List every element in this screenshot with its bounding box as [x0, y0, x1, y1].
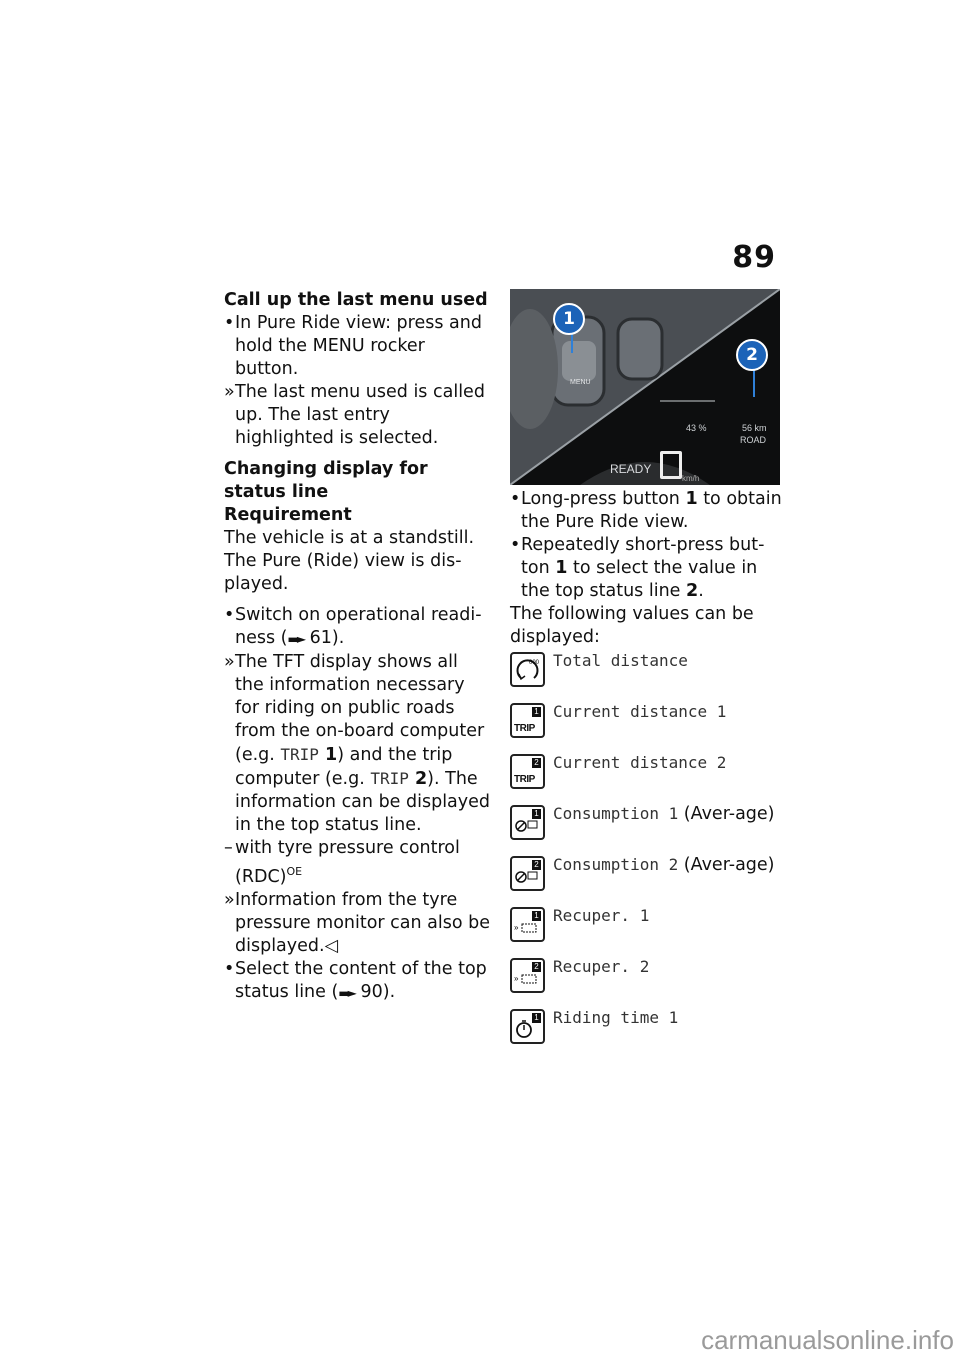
trip2-icon: TRIP 2 [510, 754, 545, 789]
right-column [510, 289, 782, 1057]
value-recuper-1: » 1 Recuper. 1 [510, 904, 782, 955]
handlebar-display-photo [510, 289, 780, 485]
riding-time1-icon: 1 [510, 1009, 545, 1044]
callout-badge-1: 1 [553, 303, 585, 335]
speed-digit [660, 451, 682, 479]
consumption1-icon: 1 [510, 805, 545, 840]
speed-unit: km/h [682, 474, 700, 483]
status-percent: 43 % [686, 423, 707, 433]
result-arrow-icon: » [224, 382, 235, 402]
value-recuper-2: » 2 Recuper. 2 [510, 955, 782, 1006]
watermark: carmanualsonline.info [701, 1325, 954, 1355]
value-consumption-2: 2 Consumption 2 (Aver-age) [510, 853, 782, 904]
page-number: 89 [732, 240, 776, 275]
step-select-content: • Select the content of the top status line (▬► 90). [224, 958, 492, 1005]
odometer-icon [510, 652, 545, 687]
value-total-distance: 000 Total distance [510, 649, 782, 700]
result-last-menu: » The last menu used is called up. The last entry highlighted is selected. [224, 382, 485, 448]
trip1-icon: TRIP 1 [510, 703, 545, 738]
value-riding-time-1: 1 Riding time 1 [510, 1006, 782, 1057]
step-switch-on: • Switch on operational readi-ness (▬► 61). [224, 604, 492, 651]
page-link-61[interactable]: 61 [309, 628, 332, 648]
value-current-distance-2: TRIP 2 Current distance 2 [510, 751, 782, 802]
svg-text:»: » [514, 974, 519, 983]
riding-mode-label: ROAD [740, 435, 767, 445]
svg-text:000: 000 [529, 660, 540, 666]
result-arrow-icon: » [224, 652, 235, 672]
value-consumption-1: 1 Consumption 1 (Aver-age) [510, 802, 782, 853]
page-reference-icon: ▬► [338, 985, 355, 1000]
bullet-icon: • [510, 489, 521, 509]
result-arrow-icon: » [224, 889, 235, 910]
recuper1-icon: » 1 [510, 907, 545, 942]
end-marker-icon: ◁ [324, 935, 339, 956]
value-current-distance-1: TRIP 1 Current distance 1 [510, 700, 782, 751]
callout-badge-2: 2 [736, 339, 768, 371]
left-column [224, 289, 492, 1005]
option-rdc: – with tyre pressure control (RDC)$^{OE}$ [224, 838, 460, 887]
svg-text:»: » [514, 923, 519, 932]
status-distance: 56 km [742, 423, 767, 433]
bullet-icon: • [510, 535, 521, 555]
bullet-icon: • [224, 958, 235, 979]
step-press-menu: • In Pure Ride view: press and hold the MENU rocker button. [224, 313, 482, 379]
section-heading-last-menu: Call up the last menu used [224, 290, 488, 310]
step-short-press: • Repeatedly short-press but-ton 1 to select the value in the top status line 2. [510, 535, 765, 601]
values-list [510, 649, 782, 1057]
result-tft-display: » The TFT display shows all the information necessary for riding on public roads from the on-board computer (e.g. TRIP 1) and the trip computer (e.g. TRIP 2). The information can be displayed in the top status line. [224, 652, 491, 835]
ready-label: READY [610, 462, 652, 476]
section-heading-status-line: Changing display for status line [224, 459, 428, 502]
step-long-press: • Long-press button 1 to obtain the Pure Ride view. [510, 489, 782, 532]
photo-illustration [510, 289, 780, 485]
dash-icon: – [224, 838, 233, 858]
requirement-standstill: The vehicle is at a standstill. [224, 528, 475, 548]
requirement-heading: Requirement [224, 505, 352, 525]
bullet-icon: • [224, 605, 235, 625]
page-reference-icon: ▬► [287, 632, 305, 646]
consumption2-icon: 2 [510, 856, 545, 891]
bullet-icon: • [224, 313, 235, 333]
menu-button-label: MENU [570, 379, 591, 386]
page-link-90[interactable]: 90 [360, 981, 383, 1002]
result-tyre-pressure: » Information from the tyre pressure monitor can also be displayed.◁ [224, 889, 491, 956]
values-intro: The following values can be displayed: [510, 604, 754, 647]
recuper2-icon: » 2 [510, 958, 545, 993]
requirement-pure-view: The Pure (Ride) view is dis-played. [224, 551, 462, 594]
